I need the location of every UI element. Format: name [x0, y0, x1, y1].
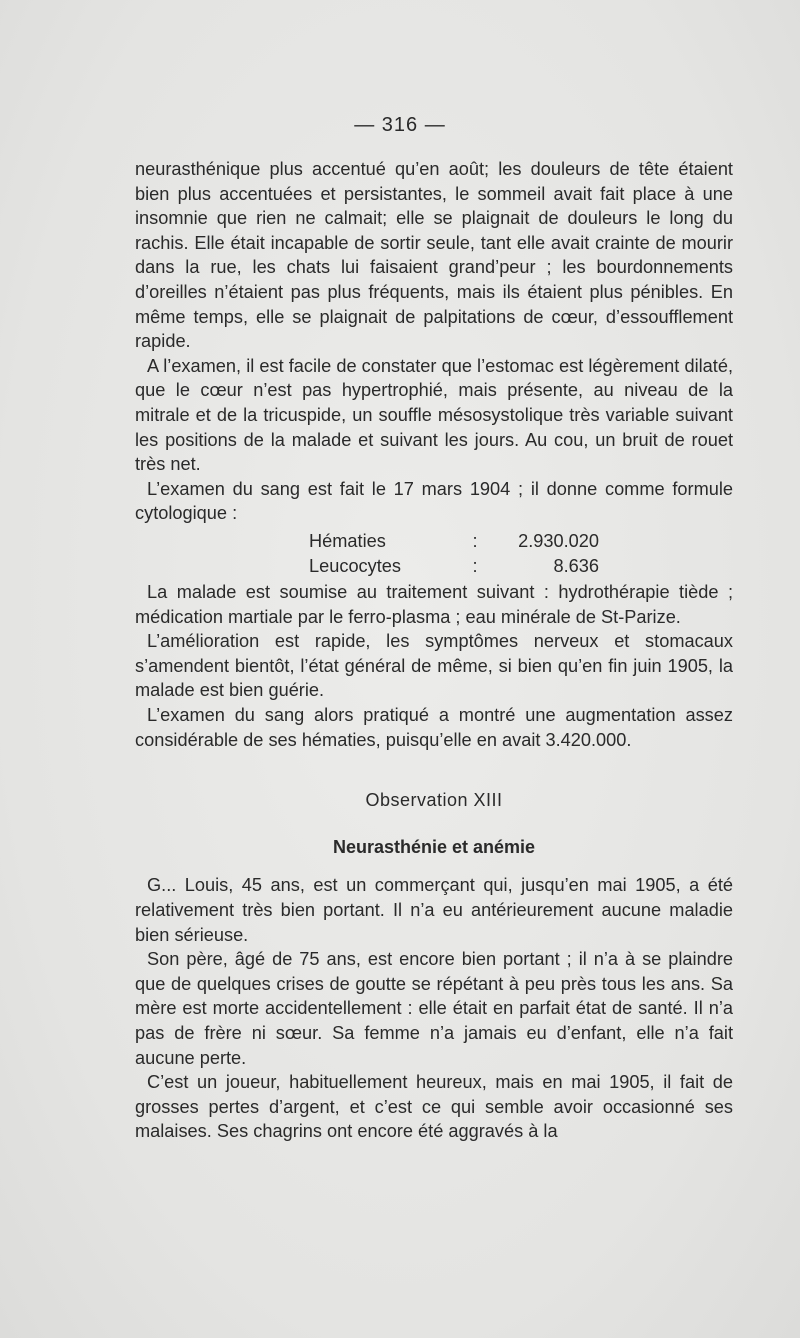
row-separator: : — [472, 530, 478, 551]
paragraph: Son père, âgé de 75 ans, est encore bien portant ; il n’a à se plaindre que de quelques crises de goutte se répétant à peu près tous les ans. Sa mère est morte accidentellement : elle était en parfait état de santé. Il n’a pas de frère ni sœur. Sa femme n’a jamais eu d’enfant, elle n’a fait aucune perte. — [135, 949, 733, 1068]
row-value: 8.636 — [553, 555, 599, 576]
row-separator: : — [472, 555, 478, 576]
row-value: 2.930.020 — [518, 530, 599, 551]
row-label: Leucocytes — [309, 555, 402, 576]
paragraph: L’examen du sang est fait le 17 mars 1904 ; il donne comme formule cytologique : — [135, 478, 733, 524]
row-label: Hématies — [309, 530, 386, 551]
page-body — [135, 157, 733, 1144]
paragraph: A l’examen, il est facile de constater que l’estomac est légèrement dilaté, que le cœur n’est pas hypertrophié, mais présente, au niveau de la mitrale et de la tricuspide, un souffle mésosystolique très variable suivant les positions de la malade et suivant les jours. Au cou, un bruit de rouet très net. — [135, 355, 733, 475]
paragraph: La malade est soumise au traitement suivant : hydrothérapie tiède ; médication martiale par le ferro-plasma ; eau minérale de St-Parize. — [135, 582, 733, 627]
paragraph: L’amélioration est rapide, les symptômes nerveux et stomacaux s’amendent bientôt, l’état général de même, si bien qu’en fin juin 1905, la malade est bien guérie. — [135, 631, 733, 701]
table-row — [135, 529, 733, 554]
page-number: — 316 — — [354, 114, 446, 136]
observation-title: Observation XIII — [365, 790, 503, 811]
paragraph: G... Louis, 45 ans, est un commerçant qui, jusqu’en mai 1905, a été relativement très bien portant. Il n’a eu antérieurement aucune maladie bien sérieuse. — [135, 875, 733, 945]
table-row — [135, 554, 733, 579]
paragraph: L’examen du sang alors pratiqué a montré une augmentation assez considérable de ses hématies, puisqu’elle en avait 3.420.000. — [135, 705, 733, 750]
paragraph: neurasthénique plus accentué qu’en août; les douleurs de tête étaient bien plus accentuées et persistantes, le sommeil avait fait place à une insomnie que rien ne calmait; elle se plaignait de douleurs le long du rachis. Elle était incapable de sortir seule, tant elle avait crainte de mourir dans la rue, les chats lui faisaient grand’peur ; les bourdonnements d’oreilles n’étaient pas plus fréquents, mais ils étaient plus pénibles. En même temps, elle se plaignait de palpitations de cœur, d’essoufflement rapide. — [135, 159, 733, 352]
paragraph: C’est un joueur, habituellement heureux, mais en mai 1905, il fait de grosses pertes d’argent, et c’est ce qui semble avoir occasionné ses malaises. Ses chagrins ont encore été aggravés à la — [135, 1072, 733, 1142]
observation-subtitle: Neurasthénie et anémie — [332, 836, 536, 857]
blood-count-table — [135, 529, 733, 578]
